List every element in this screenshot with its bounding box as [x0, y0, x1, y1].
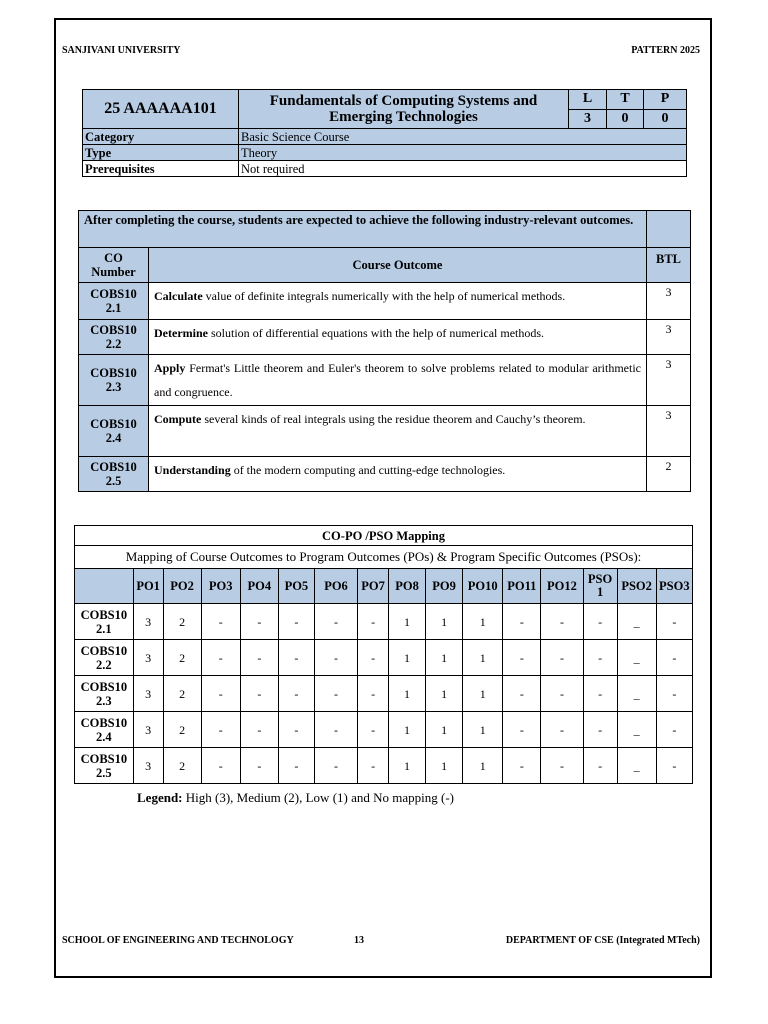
mapping-subtitle: Mapping of Course Outcomes to Program Outcomes (POs) & Program Specific Outcomes (PSOs): [75, 546, 693, 569]
action-verb: Apply [154, 361, 186, 375]
action-verb: Compute [154, 412, 202, 426]
mapping-value: - [240, 748, 278, 784]
mapping-value: - [656, 604, 692, 640]
mapping-value: 3 [133, 712, 163, 748]
mapping-row-co: COBS10 2.2 [75, 640, 134, 676]
type-label: Type [83, 145, 239, 161]
mapping-value: 1 [463, 676, 503, 712]
mapping-value: 2 [163, 676, 201, 712]
mapping-column-header: PO8 [389, 569, 426, 604]
mapping-value: - [656, 712, 692, 748]
ltp-value-t: 0 [607, 109, 644, 129]
mapping-value: - [201, 748, 240, 784]
btl-header: BTL [647, 248, 691, 283]
mapping-value: 3 [133, 748, 163, 784]
category-value: Basic Science Course [239, 129, 687, 145]
btl-value: 3 [647, 406, 691, 457]
mapping-value: - [314, 676, 357, 712]
legend [137, 790, 454, 806]
mapping-column-header: PO3 [201, 569, 240, 604]
mapping-value: - [201, 640, 240, 676]
mapping-value: - [358, 676, 389, 712]
university-name: SANJIVANI UNIVERSITY [62, 45, 181, 56]
type-value: Theory [239, 145, 687, 161]
course-code: 25 AAAAAA101 [83, 90, 239, 129]
mapping-value: _ [617, 640, 656, 676]
mapping-column-header: PO1 [133, 569, 163, 604]
course-outcome-text [149, 320, 647, 355]
prereq-value: Not required [239, 161, 687, 177]
mapping-corner-cell [75, 569, 134, 604]
mapping-value: 1 [389, 604, 426, 640]
co-number: COBS10 2.3 [79, 355, 149, 406]
mapping-value: - [583, 640, 617, 676]
outcomes-intro: After completing the course, students are expected to achieve the following industry-relevant outcomes. [79, 211, 647, 248]
mapping-column-header: PO2 [163, 569, 201, 604]
course-outcome-text [149, 457, 647, 492]
mapping-row-co: COBS10 2.4 [75, 712, 134, 748]
mapping-value: - [201, 604, 240, 640]
co-number-header: CO Number [79, 248, 149, 283]
mapping-value: - [583, 604, 617, 640]
mapping-value: - [314, 712, 357, 748]
mapping-value: 1 [463, 640, 503, 676]
mapping-value: _ [617, 748, 656, 784]
page-number: 13 [354, 935, 364, 946]
prereq-label: Prerequisites [83, 161, 239, 177]
legend-text: High (3), Medium (2), Low (1) and No mapping (-) [182, 790, 454, 805]
co-number: COBS10 2.1 [79, 283, 149, 320]
mapping-title: CO-PO /PSO Mapping [75, 526, 693, 546]
mapping-value: - [314, 748, 357, 784]
course-outcomes-table [78, 210, 691, 492]
mapping-value: - [314, 640, 357, 676]
mapping-column-header: PO9 [426, 569, 463, 604]
mapping-value: - [541, 748, 583, 784]
mapping-row [75, 604, 693, 640]
ltp-label-p: P [644, 90, 687, 110]
course-info-table [82, 89, 687, 177]
outcome-description: solution of differential equations with the help of numerical methods. [207, 326, 545, 340]
mapping-column-header: PO12 [541, 569, 583, 604]
mapping-value: - [541, 640, 583, 676]
mapping-column-header: PSO3 [656, 569, 692, 604]
mapping-value: 1 [463, 712, 503, 748]
mapping-value: - [201, 676, 240, 712]
action-verb: Determine [154, 326, 208, 340]
mapping-value: 1 [463, 604, 503, 640]
btl-value: 3 [647, 283, 691, 320]
course-outcome-text [149, 406, 647, 457]
mapping-value: 2 [163, 640, 201, 676]
btl-value: 3 [647, 355, 691, 406]
mapping-value: - [278, 712, 314, 748]
mapping-value: 1 [426, 748, 463, 784]
mapping-value: - [278, 604, 314, 640]
mapping-value: - [656, 640, 692, 676]
mapping-value: 3 [133, 676, 163, 712]
mapping-value: - [240, 676, 278, 712]
mapping-row [75, 712, 693, 748]
mapping-value: 1 [426, 712, 463, 748]
outcome-description: Fermat's Little theorem and Euler's theorem to solve problems related to modular arithmetic and congruence. [154, 361, 641, 399]
ltp-value-p: 0 [644, 109, 687, 129]
mapping-value: - [240, 640, 278, 676]
mapping-value: 1 [389, 676, 426, 712]
ltp-label-l: L [569, 90, 607, 110]
pattern-label: PATTERN 2025 [631, 45, 700, 56]
mapping-column-header: PSO2 [617, 569, 656, 604]
course-outcome-header: Course Outcome [149, 248, 647, 283]
mapping-value: - [240, 604, 278, 640]
legend-label: Legend: [137, 790, 183, 805]
action-verb: Calculate [154, 289, 203, 303]
mapping-value: - [358, 748, 389, 784]
mapping-value: 1 [426, 640, 463, 676]
mapping-row-co: COBS10 2.5 [75, 748, 134, 784]
course-outcome-text [149, 355, 647, 406]
mapping-column-header: PSO 1 [583, 569, 617, 604]
mapping-value: - [656, 676, 692, 712]
mapping-value: - [583, 676, 617, 712]
mapping-value: - [358, 640, 389, 676]
outcome-description: several kinds of real integrals using the residue theorem and Cauchy’s theorem. [201, 412, 586, 426]
mapping-value: 3 [133, 604, 163, 640]
mapping-column-header: PO6 [314, 569, 357, 604]
mapping-value: 2 [163, 604, 201, 640]
footer-department: DEPARTMENT OF CSE (Integrated MTech) [505, 935, 700, 946]
co-po-mapping-table [74, 525, 693, 784]
btl-value: 3 [647, 320, 691, 355]
co-number: COBS10 2.2 [79, 320, 149, 355]
mapping-column-header: PO4 [240, 569, 278, 604]
outcome-description: of the modern computing and cutting-edge technologies. [230, 463, 506, 477]
co-number: COBS10 2.5 [79, 457, 149, 492]
mapping-value: _ [617, 712, 656, 748]
mapping-value: - [503, 640, 541, 676]
mapping-value: - [201, 712, 240, 748]
mapping-value: 2 [163, 748, 201, 784]
course-outcome-text [149, 283, 647, 320]
mapping-row [75, 640, 693, 676]
mapping-value: - [541, 676, 583, 712]
mapping-value: - [314, 604, 357, 640]
mapping-row [75, 676, 693, 712]
mapping-value: 2 [163, 712, 201, 748]
mapping-value: - [541, 604, 583, 640]
mapping-value: - [583, 748, 617, 784]
mapping-value: 1 [389, 748, 426, 784]
mapping-column-header: PO5 [278, 569, 314, 604]
mapping-value: 1 [389, 712, 426, 748]
footer-school: SCHOOL OF ENGINEERING AND TECHNOLOGY [62, 935, 294, 946]
mapping-value: - [503, 604, 541, 640]
mapping-value: - [583, 712, 617, 748]
mapping-column-header: PO11 [503, 569, 541, 604]
mapping-value: - [278, 640, 314, 676]
co-number: COBS10 2.4 [79, 406, 149, 457]
mapping-value: 1 [426, 676, 463, 712]
ltp-label-t: T [607, 90, 644, 110]
mapping-value: - [503, 712, 541, 748]
mapping-row-co: COBS10 2.3 [75, 676, 134, 712]
mapping-column-header: PO7 [358, 569, 389, 604]
mapping-row-co: COBS10 2.1 [75, 604, 134, 640]
mapping-value: - [656, 748, 692, 784]
mapping-value: - [278, 748, 314, 784]
mapping-value: - [240, 712, 278, 748]
mapping-value: 1 [463, 748, 503, 784]
mapping-value: - [541, 712, 583, 748]
mapping-value: _ [617, 676, 656, 712]
mapping-value: - [503, 748, 541, 784]
course-title: Fundamentals of Computing Systems and Emerging Technologies [239, 90, 569, 129]
action-verb: Understanding [154, 463, 231, 477]
intro-blank-cell [647, 211, 691, 248]
mapping-value: - [278, 676, 314, 712]
btl-value: 2 [647, 457, 691, 492]
mapping-value: - [503, 676, 541, 712]
mapping-column-header: PO10 [463, 569, 503, 604]
mapping-value: 1 [426, 604, 463, 640]
mapping-row [75, 748, 693, 784]
ltp-value-l: 3 [569, 109, 607, 129]
category-label: Category [83, 129, 239, 145]
mapping-value: - [358, 712, 389, 748]
mapping-value: - [358, 604, 389, 640]
mapping-value: 3 [133, 640, 163, 676]
mapping-value: 1 [389, 640, 426, 676]
mapping-value: _ [617, 604, 656, 640]
outcome-description: value of definite integrals numerically with the help of numerical methods. [202, 289, 566, 303]
